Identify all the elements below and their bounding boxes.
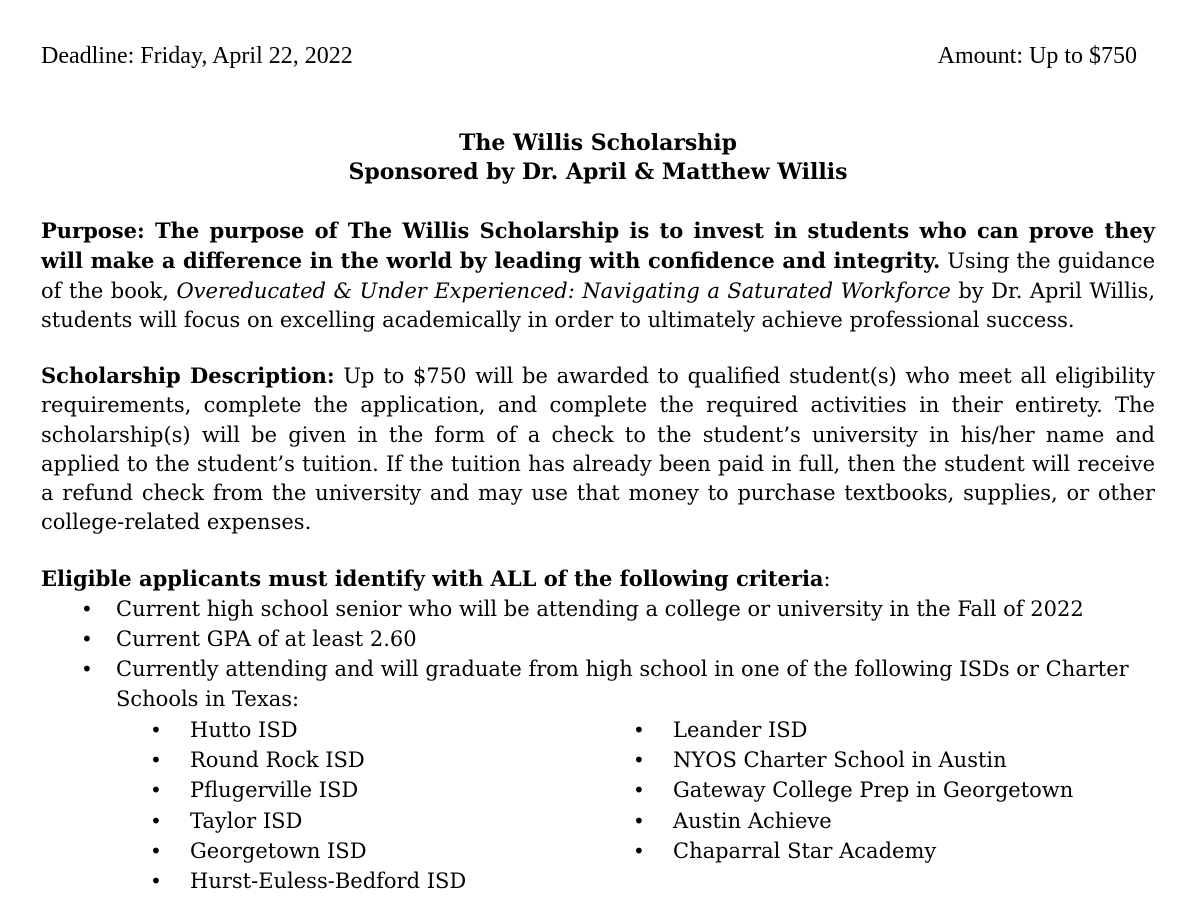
bullet-icon: • <box>633 778 645 803</box>
school-item <box>150 836 466 866</box>
school-name: Taylor ISD <box>190 808 303 833</box>
criteria-heading <box>41 564 831 594</box>
criteria-item <box>41 624 1155 654</box>
school-name: Chaparral Star Academy <box>673 838 937 863</box>
title-block <box>0 129 1196 187</box>
school-list-right <box>633 715 1073 866</box>
school-name: Georgetown ISD <box>190 838 367 863</box>
purpose-statement: Purpose: The purpose of The Willis Scholarship is to invest in students who can prove they will make a difference in the world by leading with confidence and integrity. <box>41 218 1155 274</box>
bullet-icon: • <box>633 838 645 863</box>
purpose-text-2: by Dr. April Willis, students will focus on excelling academically in order to ultimately achieve professional success. <box>41 278 1156 332</box>
criteria-item-text: Current high school senior who will be attending a college or university in the Fall of 2022 <box>116 597 1084 621</box>
criteria-item <box>41 594 1155 624</box>
school-item <box>633 715 1073 745</box>
criteria-item-text: Current GPA of at least 2.60 <box>116 627 417 651</box>
school-item <box>633 745 1073 775</box>
description-text: Up to $750 will be awarded to qualified student(s) who meet all eligibility requirements, complete the application, and complete the required activities in their entirety. The scholarship(s) will be given in the form of a check to the student’s university in his/her name and applied to the student’s tuition. If the tuition has already been paid in full, then the student will receive a refund check from the university and may use that money to purchase textbooks, supplies, or other college-related expenses. <box>41 364 1155 535</box>
school-name: Leander ISD <box>673 718 808 742</box>
deadline-text: Deadline: Friday, April 22, 2022 <box>41 43 353 69</box>
criteria-heading-colon: : <box>823 567 831 591</box>
school-name: Pflugerville ISD <box>190 778 359 803</box>
school-item <box>150 806 466 836</box>
school-name: Austin Achieve <box>673 808 832 833</box>
school-name: Hutto ISD <box>190 718 298 742</box>
criteria-item <box>41 654 1155 714</box>
bullet-icon: • <box>633 808 645 833</box>
bullet-icon: • <box>633 748 645 773</box>
bullet-icon: • <box>150 838 162 863</box>
school-item <box>633 775 1073 805</box>
scholarship-title: The Willis Scholarship <box>458 130 738 156</box>
sponsor-line: Sponsored by Dr. April & Matthew Willis <box>348 159 848 185</box>
bullet-icon: • <box>150 718 162 742</box>
description-label: Scholarship Description: <box>41 363 335 388</box>
school-name: Gateway College Prep in Georgetown <box>673 778 1074 803</box>
criteria-list <box>41 594 1155 714</box>
school-name: Round Rock ISD <box>190 748 365 773</box>
school-item <box>150 745 466 775</box>
description-paragraph <box>41 361 1155 538</box>
school-item <box>150 715 466 745</box>
purpose-paragraph <box>41 216 1155 335</box>
school-list-left <box>150 715 466 896</box>
school-item <box>150 866 466 896</box>
bullet-icon: • <box>81 597 93 621</box>
school-name: Hurst-Euless-Bedford ISD <box>190 869 467 894</box>
school-item <box>633 806 1073 836</box>
bullet-icon: • <box>150 748 162 773</box>
bullet-icon: • <box>150 869 162 894</box>
school-item <box>633 836 1073 866</box>
bullet-icon: • <box>150 808 162 833</box>
criteria-heading-text: Eligible applicants must identify with ALL of the following criteria <box>41 566 824 591</box>
school-item <box>150 775 466 805</box>
bullet-icon: • <box>81 627 93 651</box>
amount-text: Amount: Up to $750 <box>937 43 1137 69</box>
bullet-icon: • <box>633 718 645 742</box>
bullet-icon: • <box>150 778 162 803</box>
book-title: Overeducated & Under Experienced: Navigating a Saturated Workforce <box>176 278 951 303</box>
school-name: NYOS Charter School in Austin <box>673 748 1007 773</box>
bullet-icon: • <box>81 657 93 681</box>
criteria-item-text: Currently attending and will graduate from high school in one of the following ISDs or Charter Schools in Texas: <box>116 657 1129 711</box>
purpose-text-1: Using the guidance of the book, <box>41 249 1156 303</box>
